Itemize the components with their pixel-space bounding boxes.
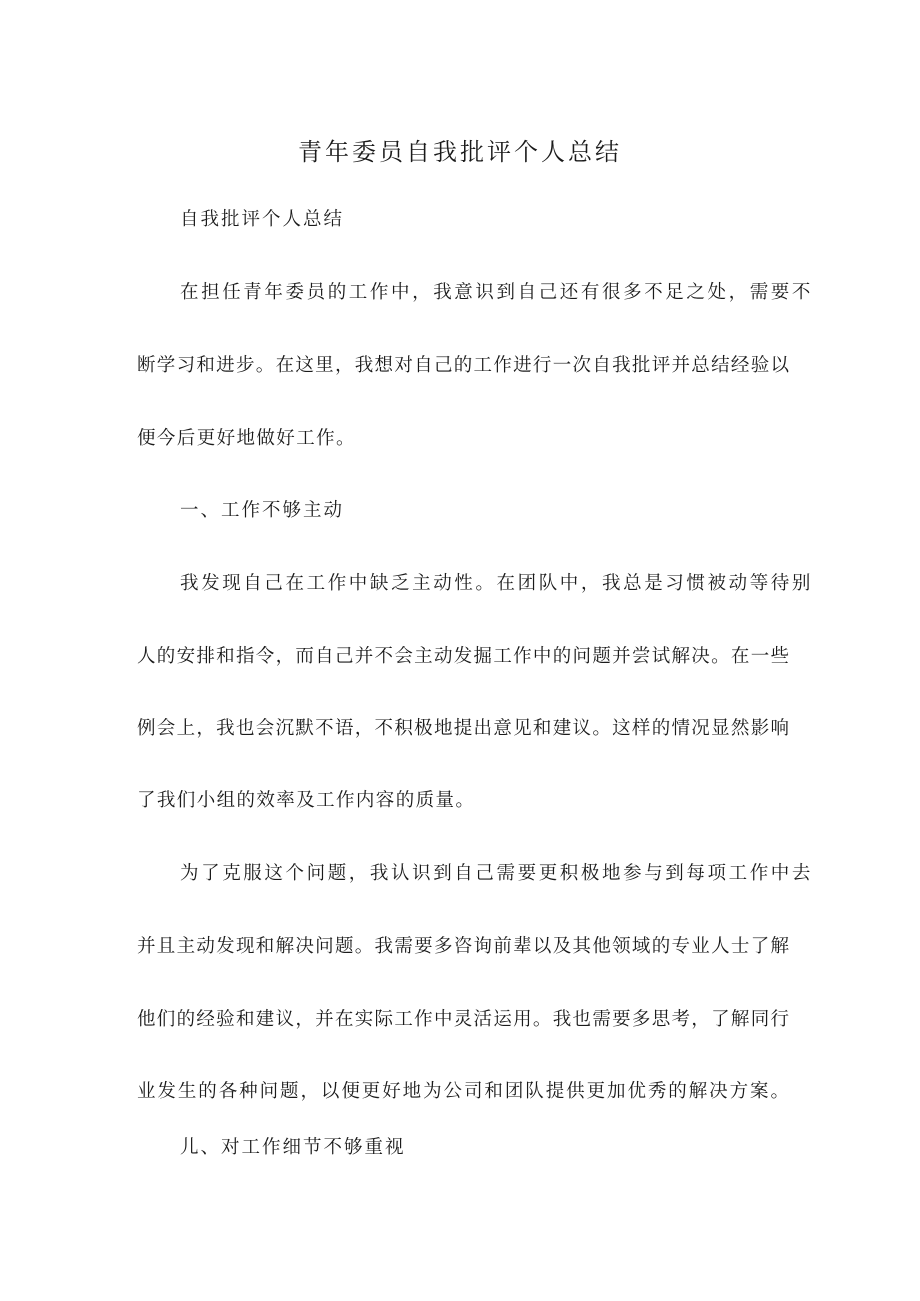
- paragraph-line: 并且主动发现和解决问题。我需要多咨询前辈以及其他领域的专业人士了解: [137, 936, 789, 957]
- paragraph-line: 为了克服这个问题，我认识到自己需要更积极地参与到每项工作中去: [180, 863, 814, 884]
- paragraph-line: 我发现自己在工作中缺乏主动性。在团队中，我总是习惯被动等待别: [180, 573, 814, 594]
- paragraph-line: 业发生的各种问题，以便更好地为公司和团队提供更加优秀的解决方案。: [137, 1081, 789, 1102]
- section-heading: 儿、对工作细节不够重视: [180, 1137, 406, 1158]
- paragraph-line: 人的安排和指令，而自己并不会主动发掘工作中的问题并尝试解决。在一些: [137, 646, 789, 667]
- document-subtitle: 自我批评个人总结: [180, 209, 345, 230]
- document-title: 青年委员自我批评个人总结: [298, 138, 622, 166]
- section-heading: 一、工作不够主动: [180, 500, 345, 521]
- intro-line: 在担任青年委员的工作中，我意识到自己还有很多不足之处，需要不: [180, 282, 814, 303]
- intro-line: 便今后更好地做好工作。: [137, 428, 356, 449]
- paragraph-line: 了我们小组的效率及工作内容的质量。: [137, 790, 476, 811]
- intro-line: 断学习和进步。在这里，我想对自己的工作进行一次自我批评并总结经验以: [137, 355, 789, 376]
- paragraph-line: 他们的经验和建议，并在实际工作中灵活运用。我也需要多思考，了解同行: [137, 1009, 789, 1030]
- paragraph-line: 例会上，我也会沉默不语，不积极地提出意见和建议。这样的情况显然影响: [137, 718, 789, 739]
